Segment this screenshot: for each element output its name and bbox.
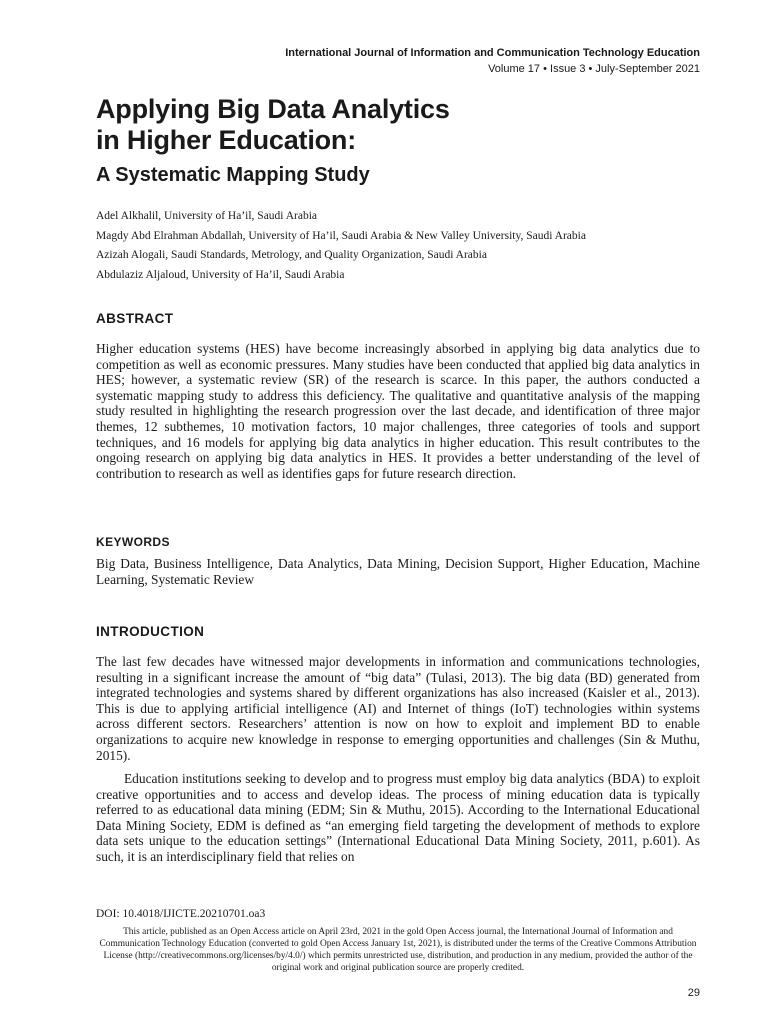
issue-info: Volume 17 • Issue 3 • July-September 2021 <box>488 63 700 75</box>
author-affiliation: Abdulaziz Aljaloud, University of Ha’il, Saudi Arabia <box>96 268 345 281</box>
abstract-text: Higher education systems (HES) have become increasingly absorbed in applying big data analytics due to competition as well as economic pressures. Many studies have been conducted that applied big data analytics in HES; however, a systematic review (SR) of the research is scarce. In this paper, the authors conducted a systematic mapping study to address this deficiency. The qualitative and quantitative analysis of the mapping study resulted in highlighting the research progression over the last decade, and identification of three major themes, 12 subthemes, 10 motivation factors, 10 major challenges, three categories of tools and support techniques, and 16 models for applying big data analytics in higher education. This result contributes to the ongoing research on applying big data analytics in HES. It provides a better understanding of the level of contribution to research as well as identifies gaps for future research direction. <box>96 341 700 481</box>
journal-header <box>285 45 700 77</box>
introduction-paragraph-2: Education institutions seeking to develop and to progress must employ big data analytics (BDA) to exploit creative opportunities and to access and develop ideas. The process of mining education data is typically referred to as educational data mining (EDM; Sin & Muthu, 2015). According to the International Educational Data Mining Society, EDM is defined as “an emerging field targeting the development of methods to explore data sets unique to the education settings” (International Educational Data Mining Society, 2011, p.601). As such, it is an interdisciplinary field that relies on <box>96 771 700 864</box>
paper-page <box>96 0 700 1024</box>
introduction-paragraph-1: The last few decades have witnessed major developments in information and communications technologies, resulting in a significant increase the amount of “big data” (Tulasi, 2013). The big data (BD) generated from integrated technologies and systems shared by different organizations has also increased (Kaisler et al., 2013). This is due to applying artificial intelligence (AI) and Internet of things (IoT) technologies within systems across different sectors. Researchers’ attention is now on how to exploit and implement BD to enable organizations to acquire new knowledge in response to emerging opportunities and challenges (Sin & Muthu, 2015). <box>96 654 700 763</box>
author-affiliation: Magdy Abd Elrahman Abdallah, University of Ha’il, Saudi Arabia & New Valley University, Saudi Arabia <box>96 229 586 242</box>
author-affiliation: Azizah Alogali, Saudi Standards, Metrology, and Quality Organization, Saudi Arabia <box>96 249 487 261</box>
paper-subtitle: A Systematic Mapping Study <box>96 164 370 186</box>
journal-name: International Journal of Information and Communication Technology Education <box>285 47 700 59</box>
paper-title-line-2: in Higher Education: <box>96 125 357 155</box>
author-affiliation: Adel Alkhalil, University of Ha’il, Saudi Arabia <box>96 210 318 222</box>
paper-title-line-1: Applying Big Data Analytics <box>96 94 450 124</box>
license-notice: This article, published as an Open Access article on April 23rd, 2021 in the gold Open Access journal, the International Journal of Information and Communication Technology Education (converted to gold Open Access January 1st, 2021), is distributed under the terms of the Creative Commons Attribution License (http://creativecommons.org/licenses/by/4.0/) which permits unrestricted use, distribution, and production in any medium, provided the author of the original work and original publication source are properly credited. <box>99 927 697 973</box>
title-block <box>96 94 700 187</box>
abstract-heading: ABSTRACT <box>96 311 174 326</box>
page-number: 29 <box>687 987 700 999</box>
author-list <box>96 207 700 285</box>
keywords-heading: KEYWORDS <box>96 535 170 549</box>
doi-link[interactable]: DOI: 10.4018/IJICTE.20210701.oa3 <box>96 908 266 920</box>
introduction-heading: INTRODUCTION <box>96 624 205 639</box>
keywords-text: Big Data, Business Intelligence, Data Analytics, Data Mining, Decision Support, Higher Education, Machine Learning, Systematic Review <box>96 556 700 587</box>
